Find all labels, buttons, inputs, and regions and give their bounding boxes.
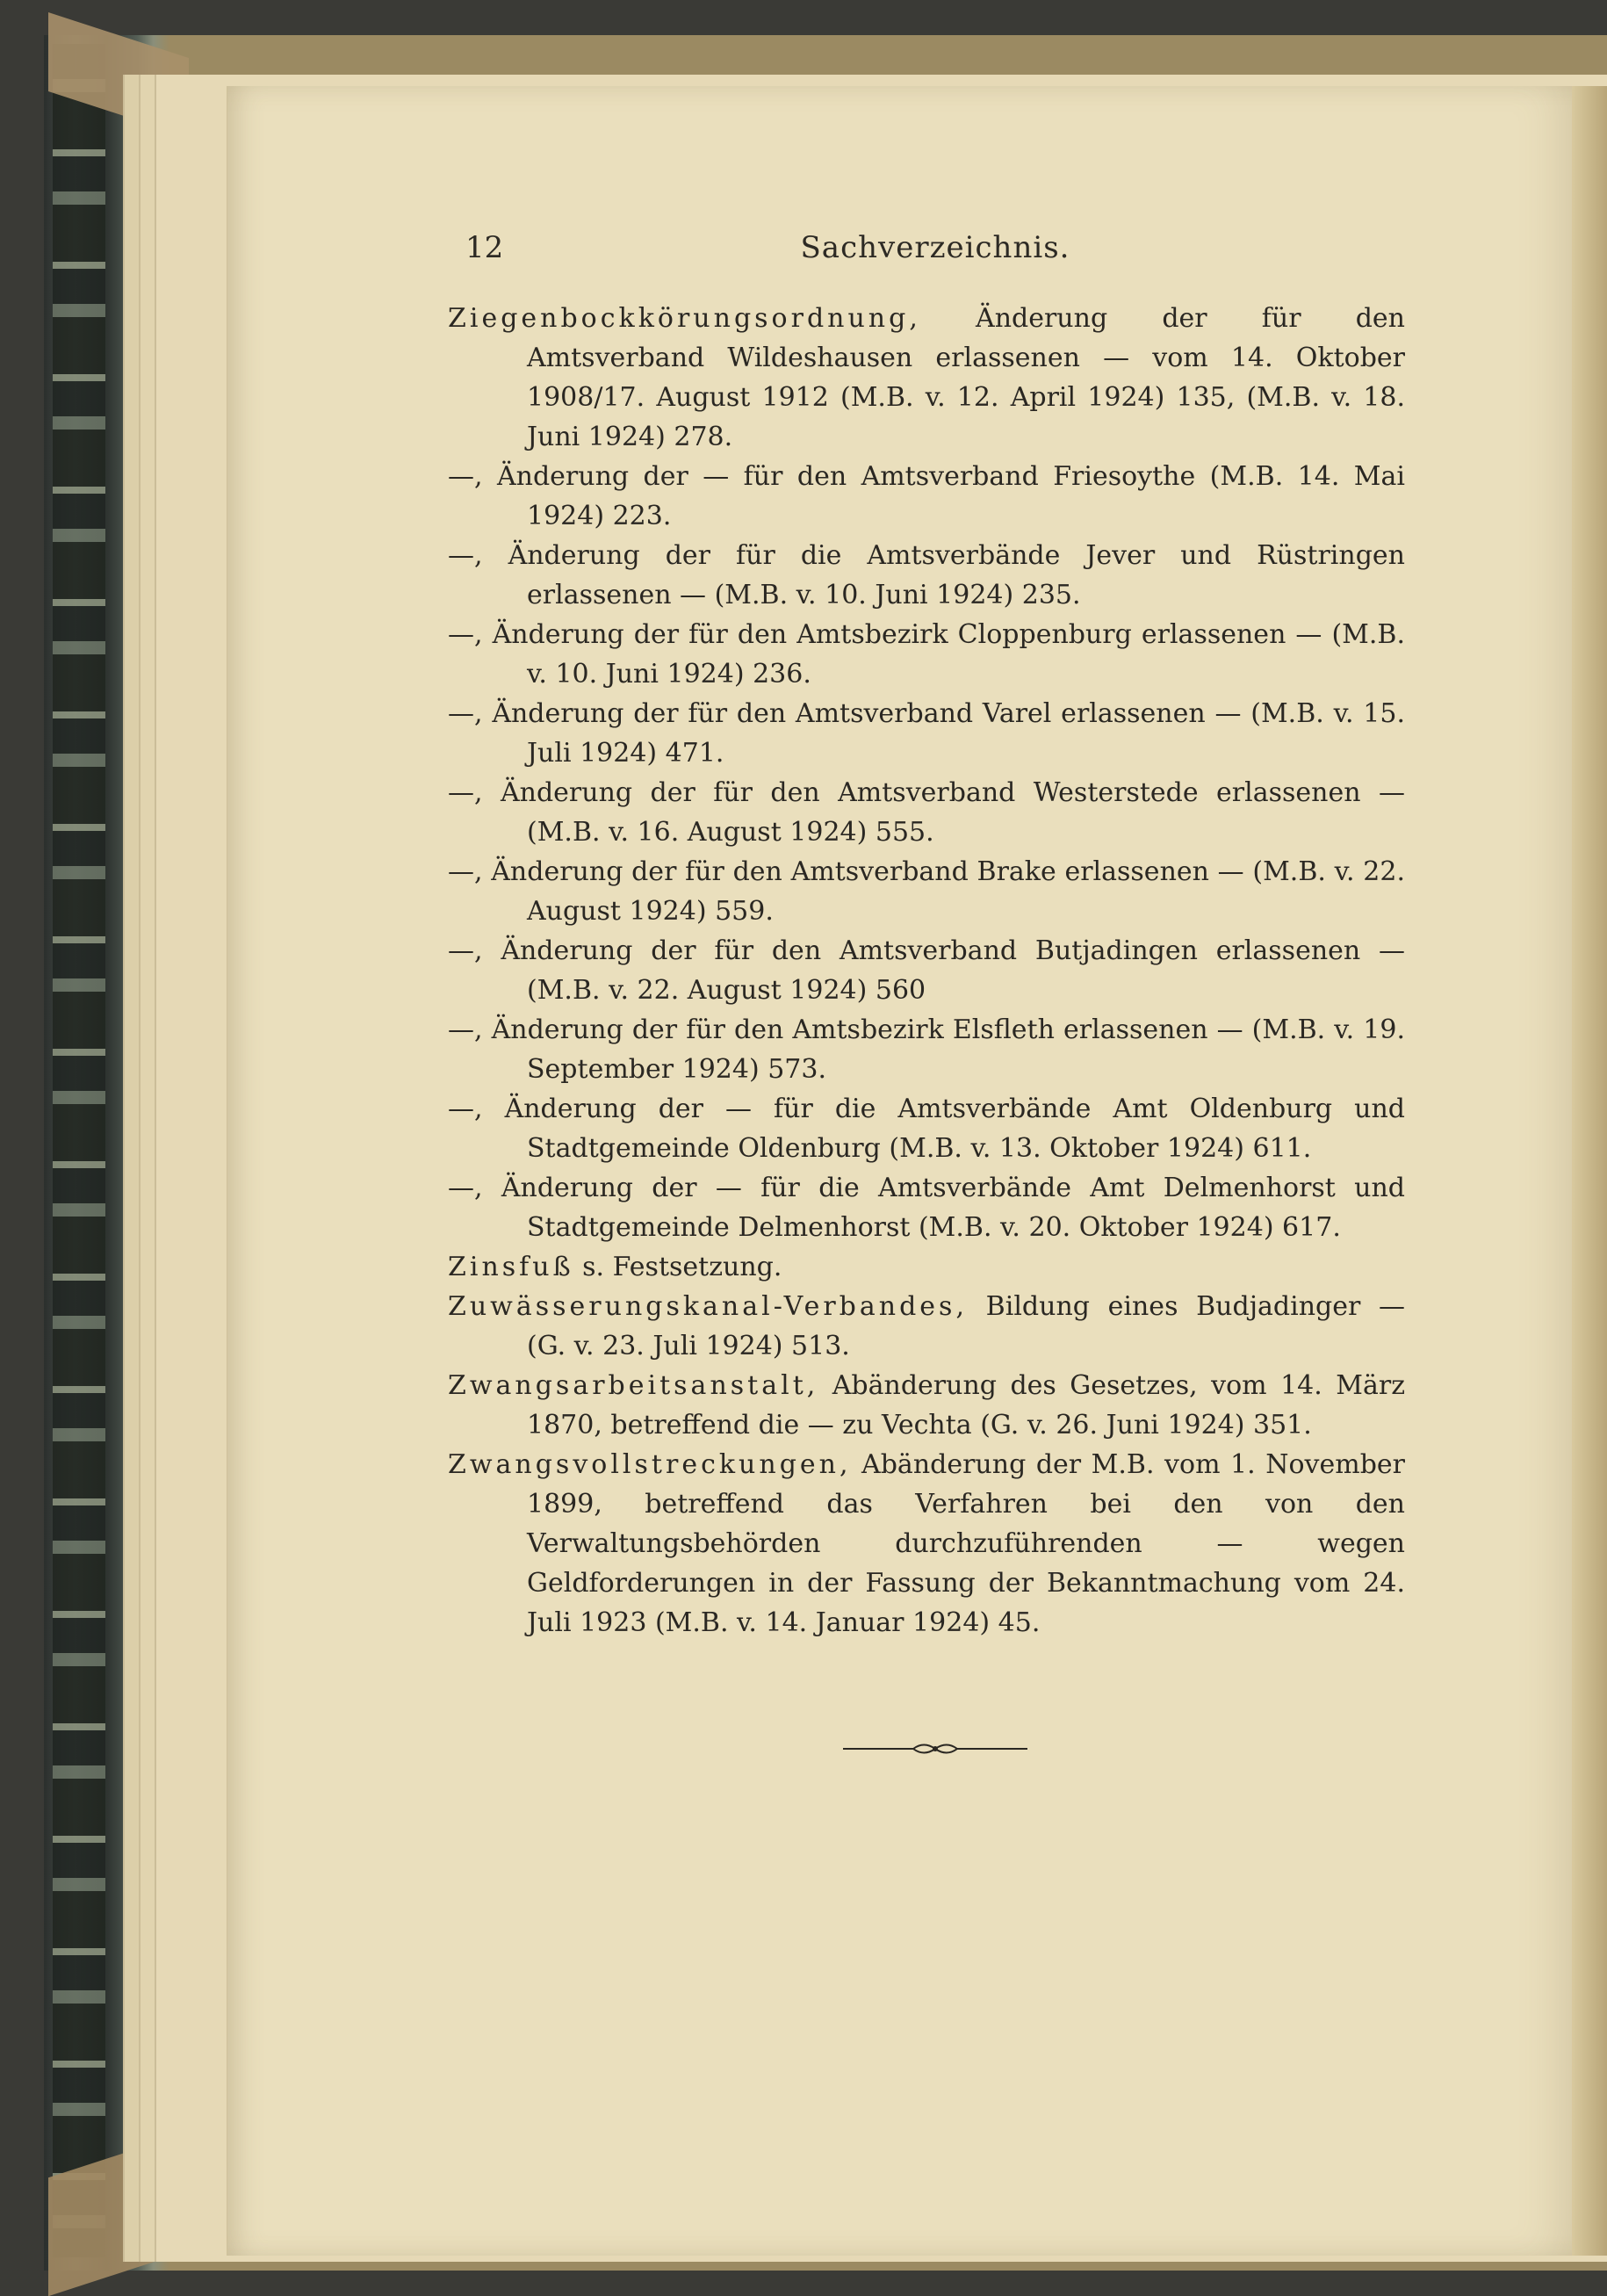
entry-text: Bildung eines Budjadinger — (G. v. 23. Juli 1924) 513. (527, 1291, 1405, 1361)
index-entry (448, 931, 1405, 1010)
entry-text: Änderung der — für die Amtsverbände Amt Oldenburg und Stadtgemeinde Oldenburg (M.B. v. 13. Oktober 1924) 611. (482, 1094, 1405, 1164)
entry-keyword: —, (448, 698, 483, 729)
index-entry (448, 852, 1405, 931)
index-entries (448, 299, 1405, 1643)
entry-keyword: Zwangsarbeitsanstalt, (448, 1370, 819, 1401)
page-number: 12 (465, 230, 504, 265)
index-entry (448, 694, 1405, 773)
index-entry (448, 1010, 1405, 1089)
entry-keyword: —, (448, 1094, 483, 1124)
entry-text: Abänderung des Gesetzes, vom 14. März 1870, betreffend die — zu Vechta (G. v. 26. Juni 1924) 351. (527, 1370, 1405, 1440)
index-entry (448, 1247, 1405, 1287)
entry-keyword: —, (448, 1014, 483, 1045)
page-header (465, 230, 1405, 274)
entry-keyword: —, (448, 540, 483, 571)
index-entry (448, 1445, 1405, 1643)
index-entry (448, 1366, 1405, 1445)
entry-text: Änderung der — für den Amtsverband Friesoythe (M.B. 14. Mai 1924) 223. (482, 461, 1405, 531)
entry-keyword: —, (448, 1173, 483, 1203)
divider-ornament-icon (843, 1737, 1027, 1760)
entry-text: Änderung der für den Amtsverband Varel erlassenen — (M.B. v. 15. Juli 1924) 471. (482, 698, 1405, 769)
entry-keyword: Zuwässerungskanal-Verbandes, (448, 1291, 968, 1322)
index-entry (448, 536, 1405, 615)
entry-text: Änderung der für den Amtsverband Wildeshausen erlassenen — vom 14. Oktober 1908/17. August 1912 (M.B. v. 12. April 1924) 135, (M.B. v. 18. Juni 1924) 278. (527, 303, 1405, 452)
entry-text: Änderung der für den Amtsbezirk Cloppenburg erlassenen — (M.B. v. 10. Juni 1924) 236. (482, 619, 1405, 690)
index-entry (448, 299, 1405, 457)
entry-text: Änderung der für den Amtsverband Westerstede erlassenen — (M.B. v. 16. August 1924) 555. (482, 777, 1405, 848)
entry-text: Abänderung der M.B. vom 1. November 1899, betreffend das Verfahren bei den von den Verwaltungsbehörden durchzuführenden — wegen Geldforderungen in der Fassung der Bekanntmachung vom 24. Juli 1923 (M.B. v. 14. Januar 1924) 45. (527, 1449, 1405, 1638)
entry-keyword: —, (448, 777, 483, 808)
entry-keyword: —, (448, 935, 483, 966)
marbled-board-edge (53, 44, 105, 2257)
entry-keyword: —, (448, 856, 483, 887)
entry-keyword: —, (448, 461, 483, 492)
entry-keyword: Ziegenbockkörungsordnung, (448, 303, 921, 334)
index-entry (448, 773, 1405, 852)
entry-text: Änderung der für den Amtsbezirk Elsfleth erlassenen — (M.B. v. 19. September 1924) 573. (482, 1014, 1405, 1085)
entry-text: Änderung der für den Amtsverband Butjadingen erlassenen — (M.B. v. 22. August 1924) 560 (482, 935, 1405, 1006)
index-entry (448, 1287, 1405, 1366)
entry-keyword: —, (448, 619, 483, 650)
index-entry (448, 1089, 1405, 1168)
index-entry (448, 457, 1405, 536)
entry-text: Änderung der — für die Amtsverbände Amt Delmenhorst und Stadtgemeinde Delmenhorst (M.B. v. 20. Oktober 1924) 617. (482, 1173, 1405, 1243)
entry-keyword: Zinsfuß (448, 1252, 574, 1282)
entry-keyword: Zwangsvollstreckungen, (448, 1449, 852, 1480)
index-entry (448, 615, 1405, 694)
entry-text: Änderung der für den Amtsverband Brake erlassenen — (M.B. v. 22. August 1924) 559. (482, 856, 1405, 927)
page-fore-edge (1572, 86, 1607, 2256)
index-entry (448, 1168, 1405, 1247)
running-title: Sachverzeichnis. (800, 230, 1070, 265)
entry-text: Änderung der für die Amtsverbände Jever und Rüstringen erlassenen — (M.B. v. 10. Juni 1924) 235. (482, 540, 1405, 610)
entry-text: s. Festsetzung. (573, 1252, 782, 1282)
